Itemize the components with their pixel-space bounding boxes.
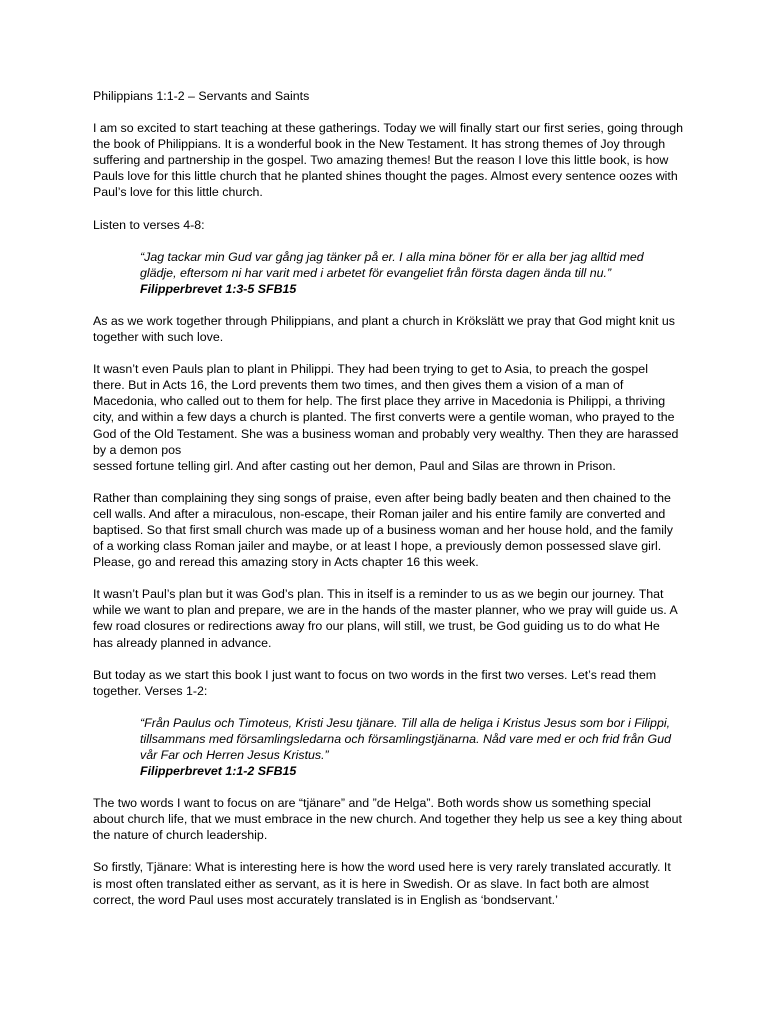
quote-reference: Filipperbrevet 1:3-5 SFB15 [140,281,297,296]
document-title: Philippians 1:1-2 – Servants and Saints [93,89,310,103]
scripture-quote-2 [93,715,683,779]
paragraph-tjanare: So firstly, Tjänare: What is interesting here is how the word used here is very rarely translated accuratly. It is most often translated either as servant, as it is here in Swedish. Or as slave. In fact both are almost correct, the word Paul uses most accurately translated is in English as ‘bondservant.’ [93,860,671,907]
quote-reference: Filipperbrevet 1:1-2 SFB15 [140,764,297,779]
paragraph-praise: Rather than complaining they sing songs of praise, even after being badly beaten and then chained to the cell walls. And after a miraculous, non-escape, their Roman jailer and his entire family are converted and baptised. So that first small church was made up of a business woman and her house hold, and the family of a working class Roman jailer and maybe, or at least I hope, a previously demon possessed slave girl. Please, go and reread this amazing story in Acts chapter 16 this week. [93,490,673,570]
paragraph-focus-words: The two words I want to focus on are “tjänare” and ”de Helga”. Both words show us something special about church life, that we must embrace in the new church. And together they help us see a key thing about the nature of church leadership. [93,796,682,843]
scripture-quote-1 [93,249,683,297]
paragraph-philippi-continued: sessed fortune telling girl. And after casting out her demon, Paul and Silas are thrown in Prison. [93,458,616,473]
document-page [93,88,683,924]
paragraph-listen: Listen to verses 4-8: [93,217,205,232]
paragraph-krokslatt: As as we work together through Philippians, and plant a church in Krökslätt we pray that God might knit us together with such love. [93,313,675,345]
quote-text: “Från Paulus och Timoteus, Kristi Jesu tjänare. Till alla de heliga i Kristus Jesus som bor i Filippi, tillsammans med församlingsledarna och församlingstjänarna. Nåd vare med er och frid från Gud vår Far och Herren Jesus Kristus.” [140,715,671,762]
paragraph-two-words: But today as we start this book I just want to focus on two words in the first two verses. Let’s read them together. Verses 1-2: [93,667,657,698]
paragraph-philippi: It wasn’t even Pauls plan to plant in Philippi. They had been trying to get to Asia, to preach the gospel there. But in Acts 16, the Lord prevents them two times, and then gives them a vision of a man of Macedonia, who called out to them for help. The first place they arrive in Macedonia is Philippi, a thriving city, and within a few days a church is planted. The first converts were a gentile woman, who prayed to the God of the Old Testament. She was a business woman and probably very wealthy. Then they are harassed by a demon pos [93,362,679,457]
paragraph-intro: I am so excited to start teaching at these gatherings. Today we will finally start our first series, going through the book of Philippians. It is a wonderful book in the New Testament. It has strong themes of Joy through suffering and partnership in the gospel. Two amazing themes! But the reason I love this little book, is how Pauls love for this little church that he planted shines thought the pages. Almost every sentence oozes with Paul’s love for this little church. [93,121,684,200]
paragraph-gods-plan: It wasn’t Paul’s plan but it was God’s plan. This in itself is a reminder to us as we begin our journey. That while we want to plan and prepare, we are in the hands of the master planner, who we pray will guide us. A few road closures or redirections away fro our plans, will still, we trust, be God guiding us to do what He has already planned in advance. [93,587,678,650]
quote-text: “Jag tackar min Gud var gång jag tänker på er. I alla mina böner för er alla ber jag alltid med glädje, eftersom ni har varit med i arbetet för evangeliet från första dagen ända till nu.” [140,249,644,280]
